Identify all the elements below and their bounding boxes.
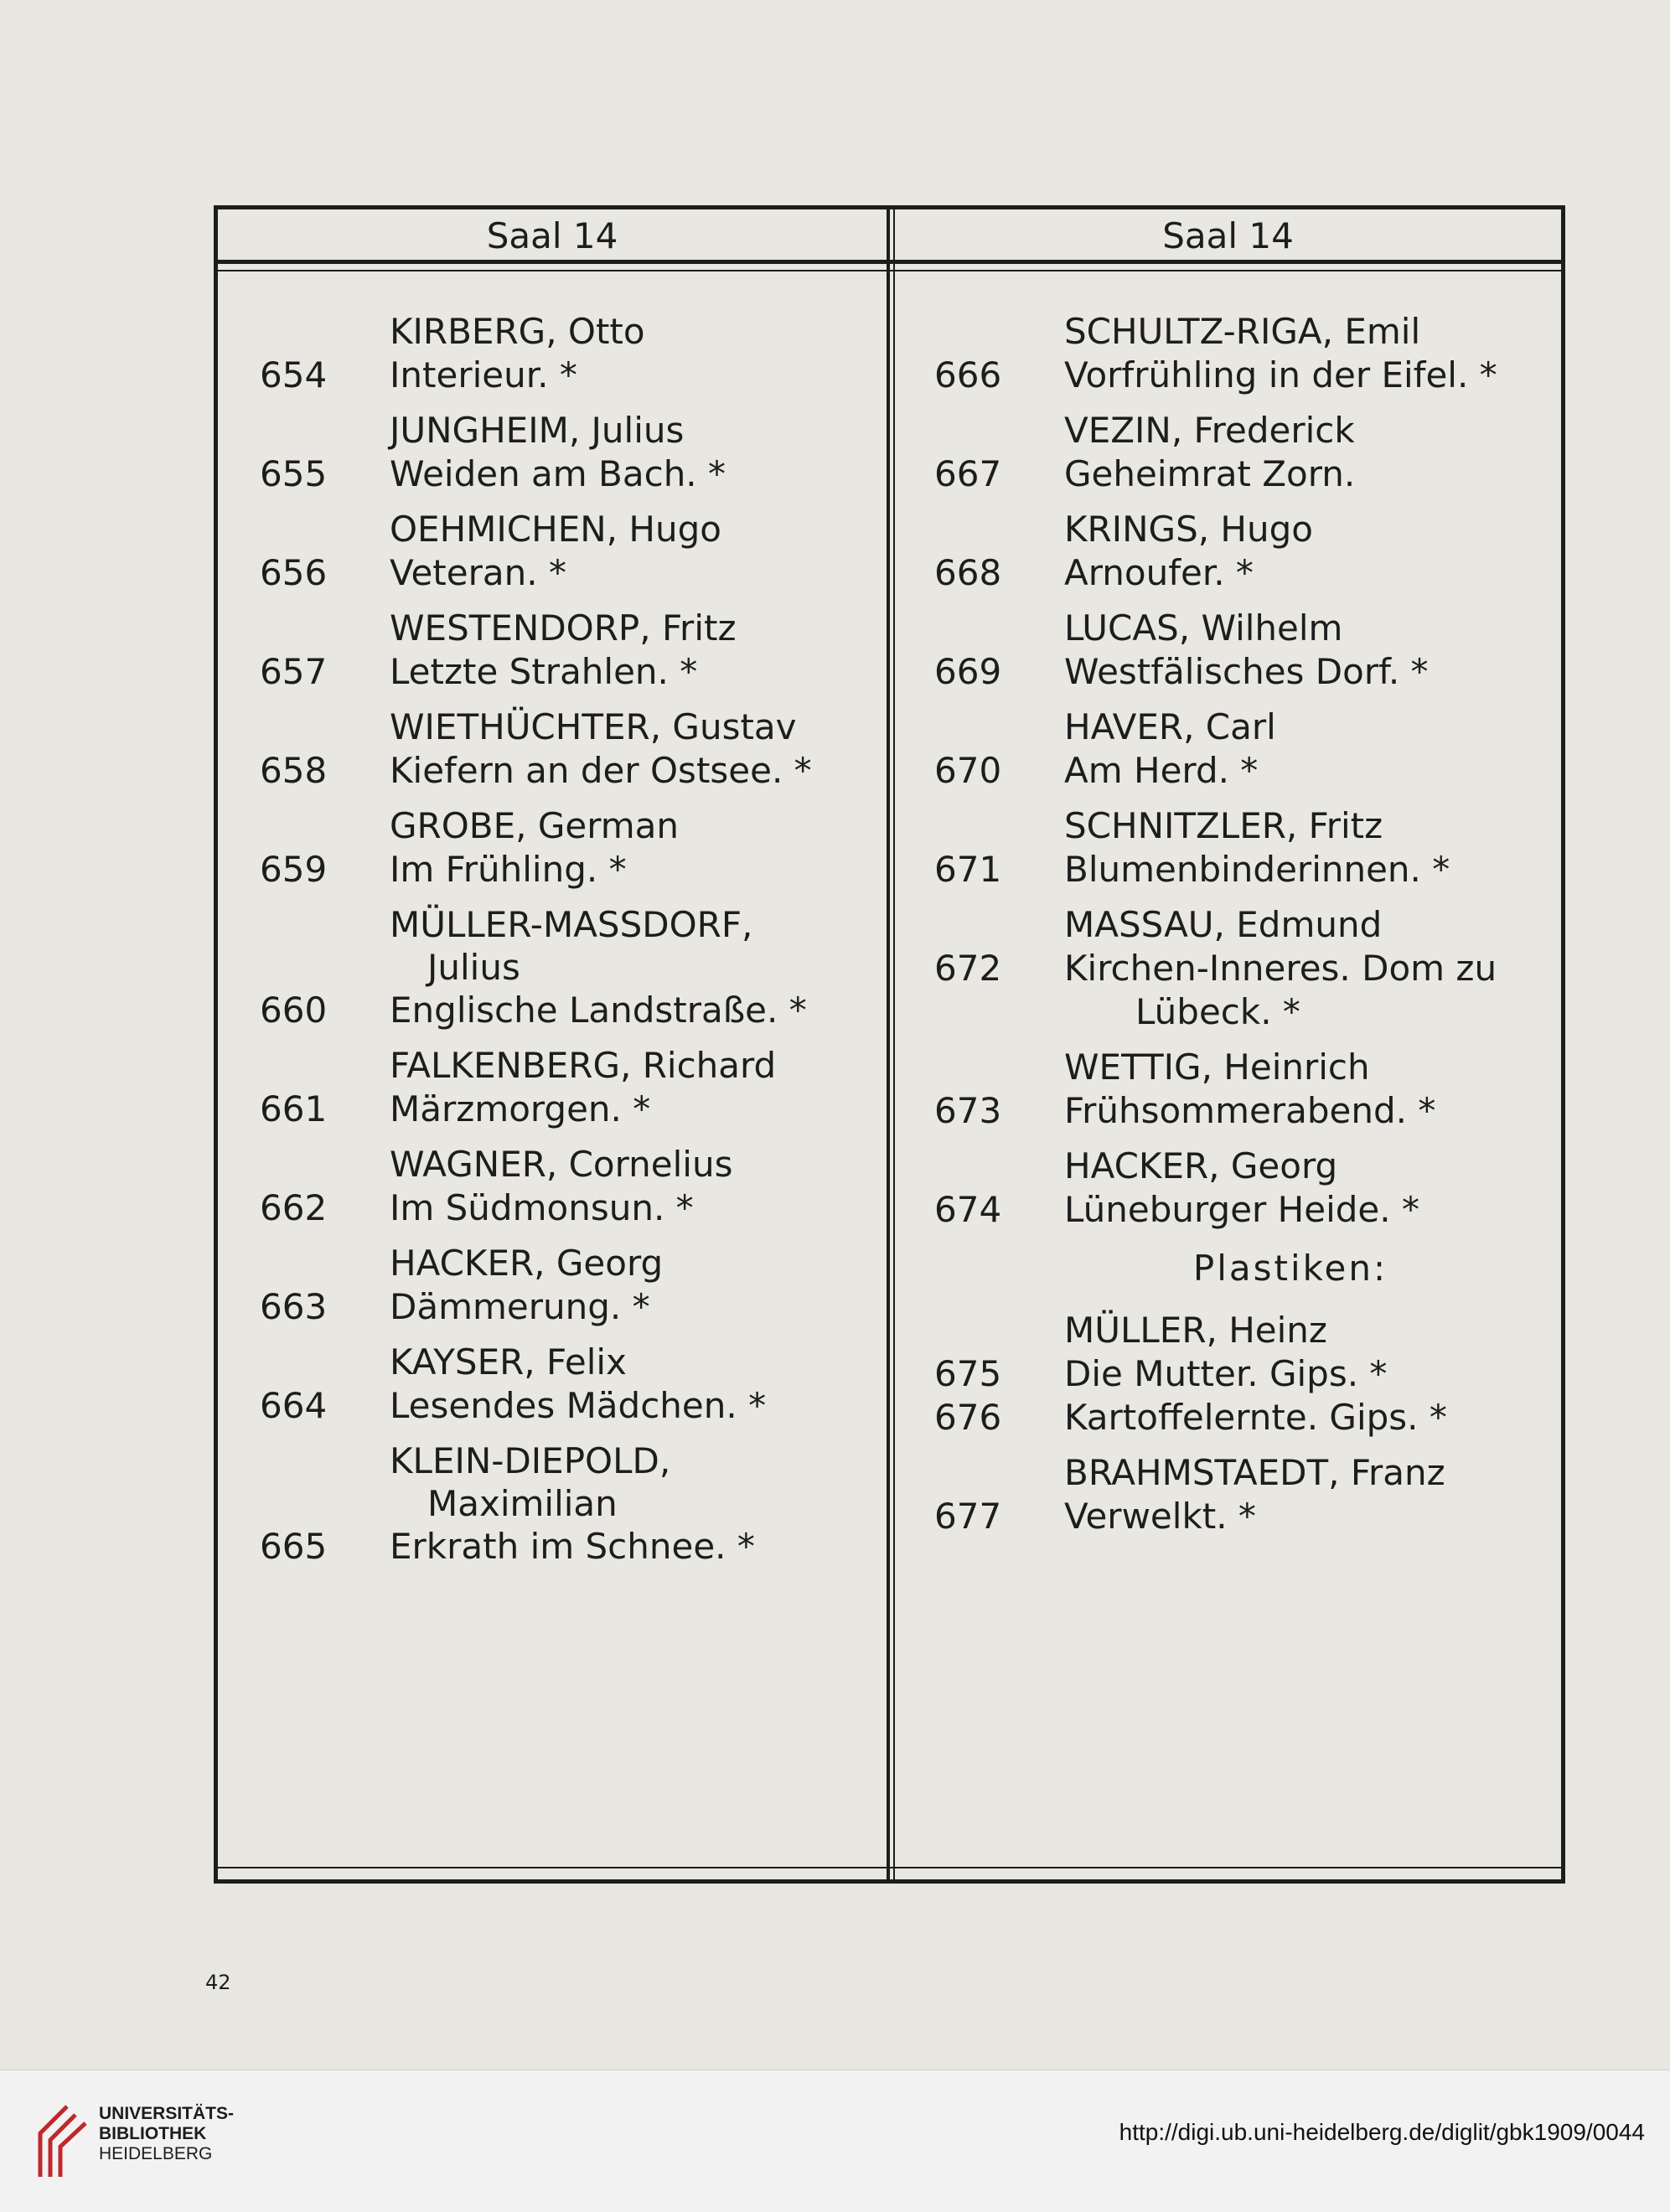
artist-name: LUCAS, Wilhelm: [1064, 607, 1343, 649]
left-column-header: Saal 14: [486, 215, 618, 256]
catalog-number: 655: [260, 453, 328, 494]
work-line: [934, 1188, 1563, 1232]
work-line: [260, 452, 880, 496]
artist-name: HACKER, Georg: [390, 1243, 664, 1284]
work-title: Weiden am Bach. *: [390, 453, 726, 494]
footer-bar: [0, 2070, 1670, 2212]
work-line: [934, 650, 1563, 694]
catalog-number: 667: [934, 453, 1002, 494]
catalog-entry: [260, 607, 880, 694]
artist-name-continued: Maximilian: [427, 1483, 618, 1524]
catalog-entry: [260, 1143, 880, 1230]
library-name-line2: BIBLIOTHEK: [99, 2124, 207, 2143]
column-divider-right: [893, 209, 895, 1884]
work-title: Englische Landstraße. *: [390, 990, 807, 1031]
artist-name: VEZIN, Frederick: [1064, 410, 1355, 451]
catalog-number: 677: [934, 1496, 1002, 1537]
catalog-entry: [934, 903, 1563, 1034]
catalog-number: 656: [260, 552, 328, 593]
artist-name: SCHNITZLER, Fritz: [1064, 805, 1383, 846]
catalog-entry: [260, 310, 880, 397]
work-line: [934, 848, 1563, 892]
catalog-number: 663: [260, 1286, 328, 1327]
work-title: Arnoufer. *: [1064, 552, 1254, 593]
sculpture-list: [934, 1309, 1563, 1538]
catalog-entry: [260, 409, 880, 496]
catalog-number: 670: [934, 750, 1002, 791]
artist-name: JUNGHEIM, Julius: [390, 410, 685, 451]
right-column: [934, 310, 1563, 1550]
work-line: [260, 749, 880, 793]
work-title: Letzte Strahlen. *: [390, 651, 698, 692]
catalog-entry: [260, 705, 880, 793]
catalog-entry: [260, 903, 880, 1032]
work-title: Geheimrat Zorn.: [1064, 453, 1356, 494]
work-title: Interieur. *: [390, 354, 577, 395]
catalog-entry: [260, 508, 880, 595]
catalog-entry: [934, 409, 1563, 496]
catalog-number: 659: [260, 849, 328, 890]
artist-name: WESTENDORP, Fritz: [390, 607, 737, 649]
sculpture-entry: [934, 1451, 1563, 1538]
work-title: Westfälisches Dorf. *: [1064, 651, 1429, 692]
library-logo-icon: [34, 2100, 92, 2184]
work-line: [934, 1495, 1563, 1538]
artist-name: HACKER, Georg: [1064, 1145, 1338, 1186]
artist-name: OEHMICHEN, Hugo: [390, 509, 721, 550]
catalog-number: 658: [260, 750, 328, 791]
artist-name-continued: Julius: [427, 947, 520, 988]
catalog-number: 661: [260, 1088, 328, 1129]
catalog-number: 664: [260, 1385, 328, 1426]
artist-name: BRAHMSTAEDT, Franz: [1064, 1452, 1445, 1493]
catalog-entry: [260, 1044, 880, 1131]
left-column: [260, 310, 880, 1580]
library-name-line1: UNIVERSITÄTS-: [99, 2104, 235, 2123]
work-line: [934, 452, 1563, 496]
artist-name: KRINGS, Hugo: [1064, 509, 1313, 550]
page-number: 42: [205, 1971, 231, 1994]
catalog-number: 657: [260, 651, 328, 692]
work-line: [260, 354, 880, 397]
catalog-number: 668: [934, 552, 1002, 593]
work-line: [934, 1396, 1563, 1439]
work-title: Lüneburger Heide. *: [1064, 1189, 1419, 1230]
work-title: Im Südmonsun. *: [390, 1187, 694, 1228]
work-title: Frühsommerabend. *: [1064, 1090, 1436, 1131]
catalog-number: 654: [260, 354, 328, 395]
work-title: Erkrath im Schnee. *: [390, 1526, 755, 1567]
library-name-line3: HEIDELBERG: [99, 2144, 213, 2163]
work-line: [934, 1089, 1563, 1133]
right-paintings-list: [934, 310, 1563, 1232]
artist-name: WAGNER, Cornelius: [390, 1144, 733, 1185]
artist-name: MASSAU, Edmund: [1064, 904, 1383, 945]
work-title: Lesendes Mädchen. *: [390, 1385, 767, 1426]
work-line: [260, 848, 880, 892]
work-title: Am Herd. *: [1064, 750, 1259, 791]
artist-name: MÜLLER-MASSDORF,: [390, 904, 753, 945]
artist-name: WETTIG, Heinrich: [1064, 1047, 1370, 1088]
artist-name: WIETHÜCHTER, Gustav: [390, 706, 797, 747]
work-title: Märzmorgen. *: [390, 1088, 651, 1129]
artist-name: FALKENBERG, Richard: [390, 1045, 777, 1086]
work-line: [260, 1088, 880, 1131]
work-title: Die Mutter. Gips. *: [1064, 1353, 1388, 1394]
work-line: [934, 354, 1563, 397]
catalog-entry: [260, 1242, 880, 1329]
catalog-entry: [260, 804, 880, 892]
artist-name: KAYSER, Felix: [390, 1341, 627, 1382]
catalog-entry: [934, 804, 1563, 892]
library-name: [99, 2104, 234, 2164]
catalog-number: 666: [934, 354, 1002, 395]
catalog-number: 660: [260, 990, 328, 1031]
work-title: Im Frühling. *: [390, 849, 627, 890]
catalog-number: 676: [934, 1397, 1002, 1438]
work-title: Kirchen-Inneres. Dom zu: [1064, 948, 1497, 989]
catalog-number: 665: [260, 1526, 328, 1567]
work-title: Vorfrühling in der Eifel. *: [1064, 354, 1497, 395]
work-title-continued: Lübeck. *: [1135, 991, 1300, 1032]
work-line: [934, 749, 1563, 793]
work-line: [260, 650, 880, 694]
work-title: Kiefern an der Ostsee. *: [390, 750, 812, 791]
catalog-number: 671: [934, 849, 1002, 890]
catalog-entry: [260, 1341, 880, 1428]
catalog-number: 672: [934, 948, 1002, 989]
column-divider-left: [887, 209, 890, 1884]
artist-name: HAVER, Carl: [1064, 706, 1276, 747]
work-title: Veteran. *: [390, 552, 566, 593]
catalog-number: 669: [934, 651, 1002, 692]
right-column-header: Saal 14: [1162, 215, 1294, 256]
catalog-entry: [260, 1439, 880, 1569]
work-title: Blumenbinderinnen. *: [1064, 849, 1450, 890]
artist-name: KLEIN-DIEPOLD,: [390, 1440, 671, 1481]
catalog-entry: [934, 508, 1563, 595]
catalog-number: 673: [934, 1090, 1002, 1131]
catalog-entry: [934, 1145, 1563, 1232]
catalog-entry: [934, 607, 1563, 694]
work-line: [934, 947, 1563, 990]
work-line: [934, 551, 1563, 595]
catalog-entry: [934, 1046, 1563, 1133]
catalog-number: 675: [934, 1353, 1002, 1394]
work-line: [260, 1285, 880, 1329]
catalog-entry: [934, 705, 1563, 793]
work-line: [260, 989, 880, 1032]
artist-name: SCHULTZ-RIGA, Emil: [1064, 311, 1421, 352]
source-url-link[interactable]: http://digi.ub.uni-heidelberg.de/diglit/gbk1909/0044: [1119, 2119, 1645, 2145]
work-title: Verwelkt. *: [1064, 1496, 1256, 1537]
catalog-number: 674: [934, 1189, 1002, 1230]
work-line: [260, 1384, 880, 1428]
work-line: [260, 1186, 880, 1230]
catalog-number: 662: [260, 1187, 328, 1228]
work-line: [260, 551, 880, 595]
catalog-entry: [934, 310, 1563, 397]
artist-name: MÜLLER, Heinz: [1064, 1310, 1327, 1351]
sculpture-entry: [934, 1309, 1563, 1439]
artist-name: KIRBERG, Otto: [390, 311, 645, 352]
artist-name: GROBE, German: [390, 805, 680, 846]
work-line: [934, 1352, 1563, 1396]
work-title: Dämmerung. *: [390, 1286, 650, 1327]
sculpture-section-heading: Plastiken:: [1192, 1248, 1388, 1289]
work-line: [260, 1525, 880, 1569]
work-title: Kartoffelernte. Gips. *: [1064, 1397, 1447, 1438]
